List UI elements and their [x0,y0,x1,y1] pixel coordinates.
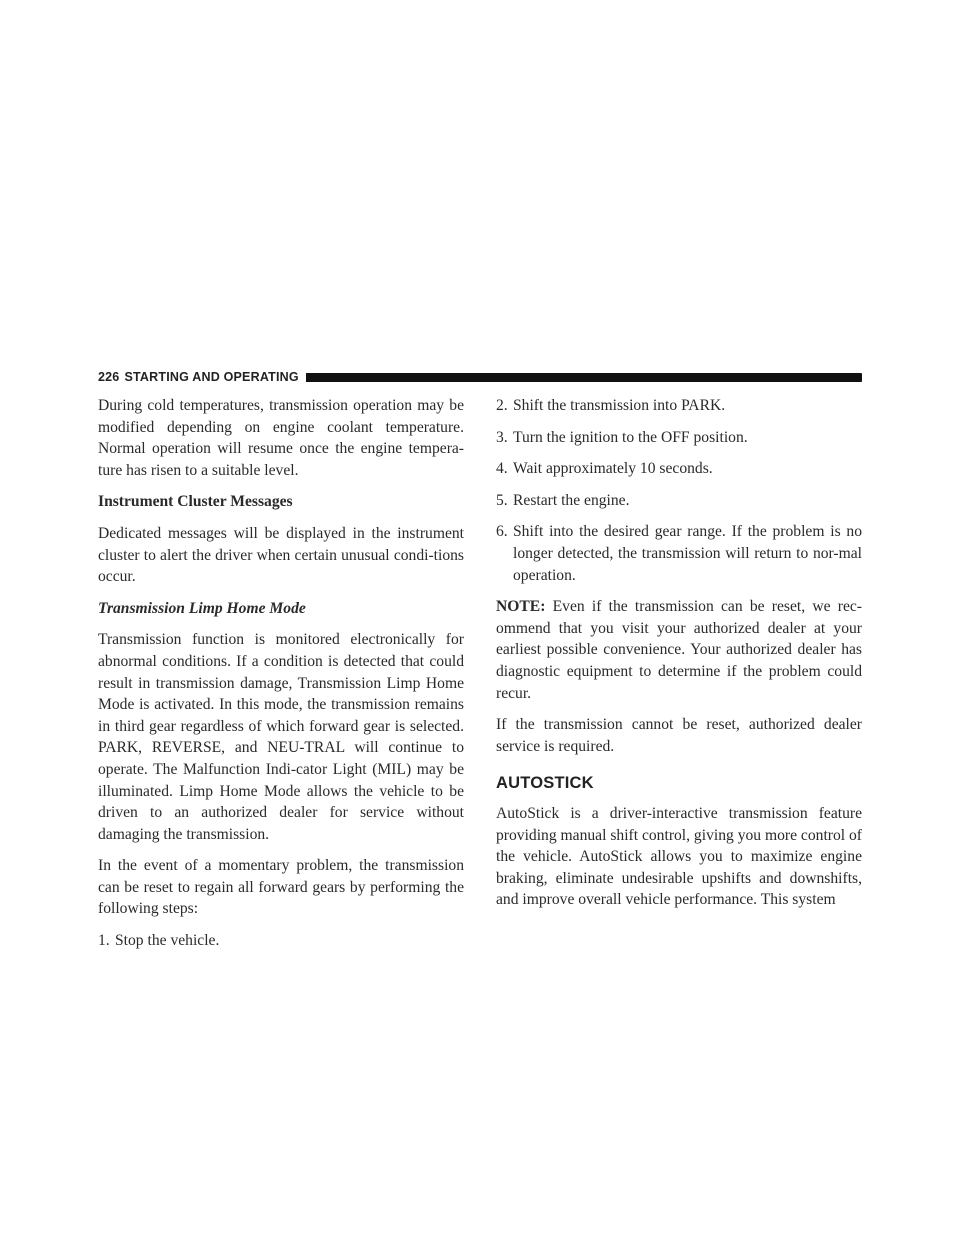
intro-paragraph: During cold temperatures, transmission operation may be modified depending on engine coolant temperature. Normal operation will resume once the engine tempera-ture has risen to a suitable level. [98,397,464,479]
step-5-number: 5. [496,491,508,509]
header-rule [306,373,862,382]
page-header [98,369,862,385]
step-4 [496,458,862,480]
step-6 [496,521,862,586]
step-6-text: Shift into the desired gear range. If the problem is no longer detected, the transmission will return to nor-mal operation. [513,523,862,584]
step-2-text: Shift the transmission into PARK. [513,397,726,414]
step-3-number: 3. [496,428,508,446]
step-3 [496,427,862,449]
note-text: Even if the transmission can be reset, we rec-ommend that you visit your authorized dealer at your earliest possible convenience. Your authorized dealer has diagnostic equipment to determine if the problem could recur. [496,598,862,702]
momentary-problem-paragraph: In the event of a momentary problem, the transmission can be reset to regain all forward gears by performing the following steps: [98,857,464,918]
step-4-text: Wait approximately 10 seconds. [513,460,713,478]
step-2-number: 2. [496,397,508,414]
note-paragraph [496,596,862,704]
reset-paragraph: If the transmission cannot be reset, authorized dealer service is required. [496,716,862,755]
step-6-number: 6. [496,523,508,541]
step-3-text: Turn the ignition to the OFF position. [513,428,748,446]
page-number: 226 [98,370,120,384]
limp-home-paragraph: Transmission function is monitored electronically for abnormal conditions. If a condition is detected that could result in transmission damage, Transmission Limp Home Mode is activated. In this mode, the transmission remains in third gear regardless of which forward gear is selected. PARK, REVERSE, and NEU-TRAL will continue to operate. The Malfunction Indi-cator Light (MIL) may be illuminated. Limp Home Mode allows the vehicle to be driven to an authorized dealer for service without damaging the transmission. [98,631,464,843]
cluster-messages-heading: Instrument Cluster Messages [98,493,293,511]
cluster-messages-paragraph: Dedicated messages will be displayed in the instrument cluster to alert the driver when certain unusual condi-tions occur. [98,524,464,586]
autostick-paragraph: AutoStick is a driver-interactive transmission feature providing manual shift control, giving you more control of the vehicle. AutoStick allows you to maximize engine braking, eliminate undesirable upshifts and downshifts, and improve overall vehicle performance. This system [496,804,862,909]
step-5-text: Restart the engine. [513,491,630,509]
left-column [98,395,464,962]
autostick-heading: AUTOSTICK [496,774,594,793]
step-1 [98,930,464,952]
step-4-number: 4. [496,460,508,478]
section-title: STARTING AND OPERATING [124,370,299,384]
step-2 [496,395,862,417]
limp-home-heading: Transmission Limp Home Mode [98,599,306,617]
right-column [496,395,862,921]
step-1-number: 1. [98,932,110,950]
step-5 [496,490,862,512]
note-label: NOTE: [496,598,546,616]
step-1-text: Stop the vehicle. [115,932,220,950]
